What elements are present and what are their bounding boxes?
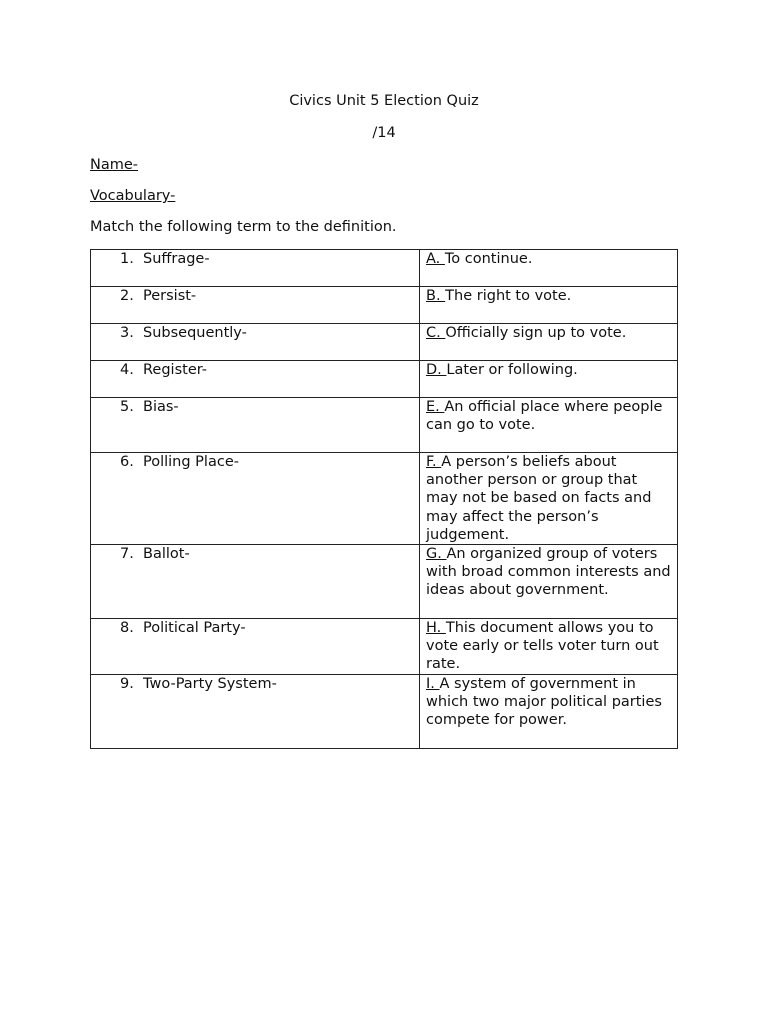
term-number: 4. [120,362,134,378]
definition-text: This document allows you to vote early or tells voter turn out rate. [426,620,659,673]
definition-text: An official place where people can go to vote. [426,399,663,434]
definition-letter: E. [426,399,445,415]
name-label: Name- [90,157,139,173]
instructions-text: Match the following term to the definition. [90,219,397,235]
table-row [91,619,678,675]
definition-letter: F. [426,454,442,470]
definition-cell [420,361,678,398]
term-number: 3. [120,325,134,341]
term-cell [91,361,420,398]
definition-letter: G. [426,546,447,563]
definition-cell [420,619,678,675]
table-row [91,398,678,453]
definition-text: A person’s beliefs about another person or group that may not be based on facts and may affect the person’s judgement. [426,454,652,543]
definition-cell [420,674,678,748]
definition-cell [420,545,678,619]
term-text: Persist- [143,288,197,304]
definition-cell [420,250,678,287]
definition-cell [420,398,678,453]
definition-cell [420,453,678,545]
definition-letter: D. [426,362,447,378]
term-number: 9. [120,675,134,692]
definition-letter: A. [426,251,445,267]
term-cell [91,453,420,545]
term-cell [91,398,420,453]
vocabulary-heading: Vocabulary- [90,188,176,204]
definition-text: Officially sign up to vote. [445,325,627,341]
term-text: Register- [143,362,208,378]
term-text: Suffrage- [143,251,210,267]
definition-letter: B. [426,288,446,304]
table-row [91,545,678,619]
table-row [91,674,678,748]
table-row [91,287,678,324]
term-text: Ballot- [143,546,190,563]
definition-text: Later or following. [446,362,578,378]
term-text: Polling Place- [143,454,239,470]
definition-text: The right to vote. [445,288,572,304]
term-number: 5. [120,399,134,415]
quiz-title: Civics Unit 5 Election Quiz [289,93,479,109]
definition-text: To continue. [444,251,533,267]
definition-text: An organized group of voters with broad common interests and ideas about government. [426,546,671,599]
term-cell [91,619,420,675]
term-number: 6. [120,454,134,470]
term-text: Subsequently- [143,325,247,341]
term-text: Bias- [143,399,179,415]
term-number: 7. [120,546,134,563]
term-cell [91,287,420,324]
term-cell [91,324,420,361]
term-number: 8. [120,620,134,637]
term-cell [91,674,420,748]
term-number: 2. [120,288,134,304]
table-row [91,361,678,398]
matching-table [90,249,678,749]
definition-text: A system of government in which two major political parties compete for power. [426,675,662,729]
term-cell [91,250,420,287]
table-row [91,250,678,287]
definition-cell [420,324,678,361]
term-cell [91,545,420,619]
definition-letter: C. [426,325,446,341]
table-row [91,453,678,545]
table-row [91,324,678,361]
score-field: /14 [372,125,396,141]
term-text: Two-Party System- [143,675,277,692]
definition-cell [420,287,678,324]
term-number: 1. [120,251,134,267]
term-text: Political Party- [143,620,246,637]
definition-letter: I. [426,675,440,692]
definition-letter: H. [426,620,446,637]
